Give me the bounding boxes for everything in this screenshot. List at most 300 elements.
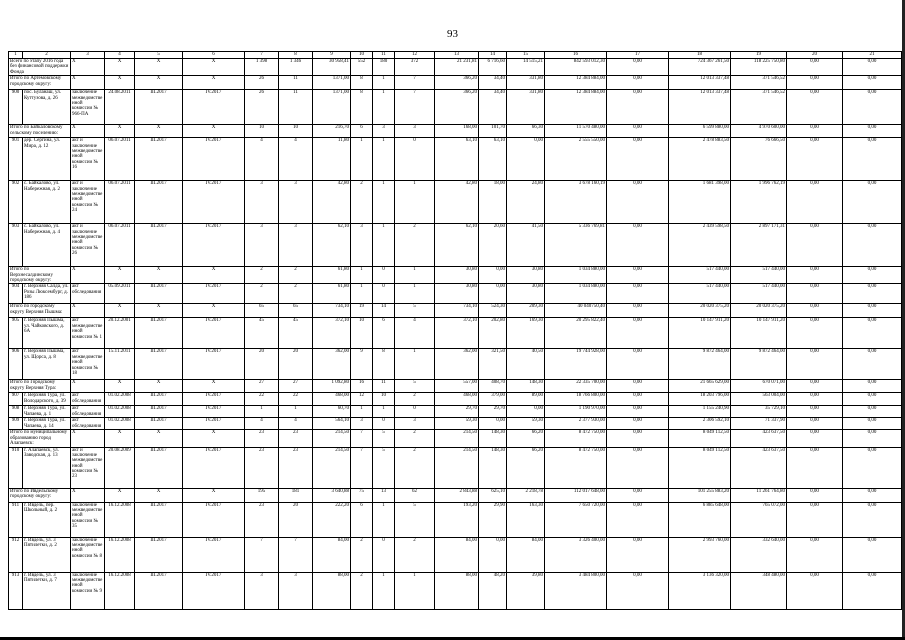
cell-col-19: 423 637,50 [731, 447, 787, 488]
cell-col-14: 408,70 [479, 380, 507, 393]
cell-col-21: 0,00 [843, 380, 902, 393]
cell-col-20: 0,00 [787, 430, 843, 447]
cell-col-7: 3 [245, 572, 279, 609]
subtotal-label: Итого по муниципальному образованию город Алапаевск: [9, 430, 71, 447]
cell-col-7: 45 [245, 318, 279, 349]
cell-col-18: 1 155 240,90 [669, 406, 731, 418]
cell-col-16: 12 384 884,00 [545, 76, 607, 90]
address-cell: пос. Буланаш, ул. Куттузова, д. 26 [23, 90, 71, 125]
cell-col-7: 20 [245, 349, 279, 380]
cell-col-3: X [71, 125, 105, 138]
cell-col-13: 59,30 [435, 418, 479, 430]
cell-col-12: 5 [395, 502, 435, 537]
cell-col-16: 2 377 930,00 [545, 418, 607, 430]
subtotal-row [9, 430, 902, 447]
cell-col-7: 4 [245, 418, 279, 430]
cell-col-4: X [105, 380, 135, 393]
row-number: 901 [9, 138, 23, 181]
cell-col-3: акт обследования [71, 393, 105, 406]
header-cell-1: 1 [9, 52, 23, 59]
cell-col-5: III.2017 [135, 138, 183, 181]
cell-col-21: 0,00 [843, 318, 902, 349]
cell-col-3: заключение межведомственной комиссии № 966-ПА [71, 90, 105, 125]
cell-col-6: X [183, 59, 245, 76]
cell-col-21: 0,00 [843, 76, 902, 90]
cell-col-11: 13 [373, 488, 395, 502]
cell-col-14: 148,30 [479, 447, 507, 488]
cell-col-12: 1 [395, 267, 435, 284]
cell-col-9: 1371,00 [313, 90, 351, 125]
row-number: 908 [9, 406, 23, 418]
cell-col-19: 348 480,00 [731, 572, 787, 609]
cell-col-3: акт межведомственной комиссии № 18 [71, 349, 105, 380]
cell-col-5: X [135, 267, 183, 284]
cell-col-9: 214,50 [313, 447, 351, 488]
cell-col-13: 21 231,81 [435, 59, 479, 76]
cell-col-18: 2 993 760,00 [669, 537, 731, 572]
cell-col-18: 10 147 911,20 [669, 318, 731, 349]
cell-col-7: 2 [245, 267, 279, 284]
cell-col-10: 7 [351, 430, 373, 447]
cell-col-7: 7 [245, 537, 279, 572]
cell-col-4: 16.12.2008 [105, 537, 135, 572]
subtotal-row [9, 304, 902, 318]
cell-col-15: 163,30 [507, 502, 545, 537]
header-cell-6: 6 [183, 52, 245, 59]
cell-col-4: 24.08.2011 [105, 90, 135, 125]
cell-col-8: 7 [279, 537, 313, 572]
table-row [9, 418, 902, 430]
cell-col-17: 0,00 [607, 537, 669, 572]
cell-col-21: 0,00 [843, 447, 902, 488]
cell-col-8: 4 [279, 418, 313, 430]
cell-col-17: 0,00 [607, 267, 669, 284]
cell-col-20: 0,00 [787, 380, 843, 393]
subtotal-label: Итого по Верхнесалдинскому городскому округу: [9, 267, 71, 284]
cell-col-3: акт и заключение межведомственной комиссии № 23 [71, 447, 105, 488]
cell-col-11: 1 [373, 76, 395, 90]
page-number: 93 [447, 28, 458, 40]
cell-col-12: 5 [395, 304, 435, 318]
cell-col-21: 0,00 [843, 90, 902, 125]
cell-col-4: 01.02.2008 [105, 393, 135, 406]
cell-col-7: 23 [245, 502, 279, 537]
cell-col-5: X [135, 380, 183, 393]
cell-col-13: 42,80 [435, 181, 479, 224]
cell-col-7: 4 [245, 138, 279, 181]
cell-col-14: 29,90 [479, 502, 507, 537]
cell-col-9: 42,80 [313, 181, 351, 224]
cell-col-4: 20.08.2009 [105, 447, 135, 488]
cell-col-17: 0,00 [607, 430, 669, 447]
cell-col-16: 22 335 700,00 [545, 380, 607, 393]
cell-col-18: 8 049 112,50 [669, 430, 731, 447]
cell-col-14: 321,50 [479, 349, 507, 380]
header-cell-9: 9 [313, 52, 351, 59]
cell-col-5: III.2017 [135, 318, 183, 349]
cell-col-16: 1 034 880,00 [545, 284, 607, 304]
cell-col-4: X [105, 430, 135, 447]
cell-col-10: 3 [351, 224, 373, 267]
cell-col-4: X [105, 76, 135, 90]
cell-col-13: 30,80 [435, 267, 479, 284]
cell-col-6: IV.2017 [183, 284, 245, 304]
cell-col-6: IV.2017 [183, 393, 245, 406]
cell-col-17: 0,00 [607, 59, 669, 76]
cell-col-7: 23 [245, 447, 279, 488]
cell-col-6: IV.2017 [183, 572, 245, 609]
cell-col-20: 0,00 [787, 349, 843, 380]
cell-col-13: 2 843,88 [435, 488, 479, 502]
cell-col-20: 0,00 [787, 76, 843, 90]
address-cell: г. Ивдель, ул. 3 Пятилетки, д. 2 [23, 537, 71, 572]
table-row [9, 224, 902, 267]
cell-col-9: 214,50 [313, 430, 351, 447]
cell-col-15: 39,80 [507, 572, 545, 609]
cell-col-10: 1 [351, 267, 373, 284]
cell-col-15: 24,80 [507, 181, 545, 224]
cell-col-9: 372,10 [313, 318, 351, 349]
table-row [9, 406, 902, 418]
cell-col-15: 30,80 [507, 267, 545, 284]
cell-col-7: 23 [245, 430, 279, 447]
cell-col-10: 1 [351, 284, 373, 304]
cell-col-8: 2 [279, 284, 313, 304]
header-cell-4: 4 [105, 52, 135, 59]
address-cell: г. Ивдель, ул. 3 Пятилетки, д. 7 [23, 572, 71, 609]
table-row [9, 284, 902, 304]
cell-col-14: 148,30 [479, 430, 507, 447]
header-cell-18: 18 [669, 52, 731, 59]
cell-col-12: 0 [395, 138, 435, 181]
cell-col-12: 2 [395, 447, 435, 488]
cell-col-17: 0,00 [607, 447, 669, 488]
cell-col-14: 34,40 [479, 90, 507, 125]
subtotal-label: Итого по Городскому округу Верхняя Тура: [9, 380, 71, 393]
cell-col-11: 0 [373, 537, 395, 572]
subtotal-row [9, 380, 902, 393]
table-row [9, 349, 902, 380]
cell-col-16: 842 593 012,30 [545, 59, 607, 76]
cell-col-18: 9 872 464,00 [669, 349, 731, 380]
cell-col-7: 195 [245, 488, 279, 502]
cell-col-9: 1 092,80 [313, 380, 351, 393]
table-row [9, 447, 902, 488]
subtotal-label: Итого по Ивдельскому городскому округу: [9, 488, 71, 502]
cell-col-21: 0,00 [843, 488, 902, 502]
cell-col-17: 0,00 [607, 284, 669, 304]
cell-col-9: 362,00 [313, 349, 351, 380]
cell-col-12: 2 [395, 224, 435, 267]
address-cell: с. Байкалово, ул. Набережная, д. 2 [23, 181, 71, 224]
cell-col-16: 20 295 822,40 [545, 318, 607, 349]
cell-col-11: 1 [373, 224, 395, 267]
cell-col-20: 0,00 [787, 284, 843, 304]
cell-col-10: 6 [351, 502, 373, 537]
cell-col-15: 0,00 [507, 138, 545, 181]
table-row [9, 572, 902, 609]
cell-col-11: 1 [373, 406, 395, 418]
cell-col-19: 371 546,52 [731, 90, 787, 125]
cell-col-20: 0,00 [787, 406, 843, 418]
cell-col-12: 62 [395, 488, 435, 502]
cell-col-5: X [135, 76, 183, 90]
cell-col-8: 11 [279, 76, 313, 90]
address-cell: г. Верхняя Тура, ул. Чапаева, д. 1 [23, 406, 71, 418]
register-table [8, 51, 902, 610]
cell-col-7: 1 398 [245, 59, 279, 76]
cell-col-9: 216,70 [313, 125, 351, 138]
cell-col-14: 34,40 [479, 76, 507, 90]
cell-col-6: IV.2017 [183, 224, 245, 267]
cell-col-8: 65 [279, 304, 313, 318]
cell-col-16: 3 326 400,00 [545, 537, 607, 572]
cell-col-9: 61,80 [313, 284, 351, 304]
cell-col-8: 3 [279, 572, 313, 609]
cell-col-21: 0,00 [843, 224, 902, 267]
cell-col-17: 0,00 [607, 502, 669, 537]
cell-col-3: заключение межведомственной комиссии № 35 [71, 502, 105, 537]
cell-col-5: III.2017 [135, 572, 183, 609]
cell-col-11: 10 [373, 393, 395, 406]
header-row [9, 52, 902, 59]
cell-col-20: 0,00 [787, 572, 843, 609]
cell-col-15: 148,30 [507, 380, 545, 393]
cell-col-21: 0,00 [843, 284, 902, 304]
cell-col-21: 0,00 [843, 59, 902, 76]
table-row [9, 138, 902, 181]
cell-col-15: 169,30 [507, 318, 545, 349]
cell-col-11: 0 [373, 418, 395, 430]
cell-col-13: 30,80 [435, 284, 479, 304]
cell-col-11: 1 [373, 90, 395, 125]
address-cell: г. Верхняя Салда, ул. Розы Люксембург, д. 186 [23, 284, 71, 304]
cell-col-19: 118 225 750,80 [731, 59, 787, 76]
cell-col-19: 35 729,10 [731, 406, 787, 418]
address-cell: г. Верхняя Тура, ул. Чапаева, д. 14 [23, 418, 71, 430]
cell-col-17: 0,00 [607, 488, 669, 502]
cell-col-16: 3 678 160,19 [545, 181, 607, 224]
cell-col-17: 0,00 [607, 76, 669, 90]
cell-col-18: 517 440,00 [669, 284, 731, 304]
cell-col-17: 0,00 [607, 349, 669, 380]
address-cell: дер. Сергина, ул. Мира, д. 12 [23, 138, 71, 181]
cell-col-6: IV.2017 [183, 318, 245, 349]
cell-col-16: 7 650 720,00 [545, 502, 607, 537]
cell-col-18: 21 665 629,00 [669, 380, 731, 393]
cell-col-8: 1 346 [279, 59, 313, 76]
cell-col-15: 59,30 [507, 418, 545, 430]
cell-col-6: X [183, 267, 245, 284]
address-cell: г. Верхняя Пышма, ул. Чайковского, д. 6А [23, 318, 71, 349]
cell-col-13: 193,20 [435, 502, 479, 537]
cell-col-16: 112 017 648,00 [545, 488, 607, 502]
cell-col-12: 2 [395, 537, 435, 572]
cell-col-11: 1 [373, 181, 395, 224]
cell-col-6: IV.2017 [183, 502, 245, 537]
cell-col-16: 12 384 884,00 [545, 90, 607, 125]
cell-col-12: 7 [395, 76, 435, 90]
cell-col-18: 2 306 592,10 [669, 418, 731, 430]
header-cell-14: 14 [479, 52, 507, 59]
cell-col-13: 62,10 [435, 224, 479, 267]
cell-col-13: 214,50 [435, 447, 479, 488]
cell-col-13: 63,10 [435, 138, 479, 181]
cell-col-13: 468,00 [435, 393, 479, 406]
cell-col-7: 22 [245, 393, 279, 406]
cell-col-3: X [71, 76, 105, 90]
cell-col-21: 0,00 [843, 502, 902, 537]
cell-col-5: X [135, 304, 183, 318]
cell-col-14: 101,70 [479, 125, 507, 138]
header-cell-12: 12 [395, 52, 435, 59]
header-cell-16: 16 [545, 52, 607, 59]
header-cell-11: 11 [373, 52, 395, 59]
cell-col-16: 8 472 750,00 [545, 447, 607, 488]
cell-col-12: 7 [395, 90, 435, 125]
cell-col-5: X [135, 125, 183, 138]
cell-col-10: 9 [351, 349, 373, 380]
cell-col-11: 5 [373, 447, 395, 488]
cell-col-9: 61,80 [313, 267, 351, 284]
cell-col-20: 0,00 [787, 502, 843, 537]
cell-col-14: 20,60 [479, 224, 507, 267]
subtotal-row [9, 488, 902, 502]
header-cell-10: 10 [351, 52, 373, 59]
cell-col-7: 2 [245, 284, 279, 304]
cell-col-5: III.2017 [135, 537, 183, 572]
cell-col-3: X [71, 430, 105, 447]
cell-col-21: 0,00 [843, 181, 902, 224]
cell-col-8: 4 [279, 138, 313, 181]
subtotal-row [9, 267, 902, 284]
cell-col-21: 0,00 [843, 304, 902, 318]
address-cell: г. Алапаевск, ул. Заводская, д. 13 [23, 447, 71, 488]
cell-col-4: X [105, 488, 135, 502]
cell-col-4: 15.11.2011 [105, 349, 135, 380]
cell-col-12: 2 [395, 393, 435, 406]
cell-col-8: 20 [279, 349, 313, 380]
table-row [9, 181, 902, 224]
cell-col-18: 2 478 883,50 [669, 138, 731, 181]
cell-col-13: 366,20 [435, 76, 479, 90]
cell-col-12: 5 [395, 380, 435, 393]
cell-col-12: 3 [395, 418, 435, 430]
cell-col-18: 18 203 796,00 [669, 393, 731, 406]
cell-col-10: 2 [351, 572, 373, 609]
cell-col-9: 11,80 [313, 138, 351, 181]
cell-col-18: 12 013 337,48 [669, 76, 731, 90]
cell-col-18: 12 013 337,48 [669, 90, 731, 125]
cell-col-4: X [105, 59, 135, 76]
cell-col-5: III.2017 [135, 393, 183, 406]
row-number: 900 [9, 90, 23, 125]
cell-col-16: 5 336 769,81 [545, 224, 607, 267]
cell-col-5: III.2017 [135, 502, 183, 537]
cell-col-6: X [183, 76, 245, 90]
cell-col-4: 20.12.2001 [105, 318, 135, 349]
cell-col-13: 734,10 [435, 304, 479, 318]
header-cell-5: 5 [135, 52, 183, 59]
cell-col-15: 30,80 [507, 284, 545, 304]
cell-col-21: 0,00 [843, 537, 902, 572]
cell-col-15: 14 515,21 [507, 59, 545, 76]
cell-col-4: 01.02.2008 [105, 406, 135, 418]
cell-col-19: 332 640,00 [731, 537, 787, 572]
cell-col-5: X [135, 59, 183, 76]
cell-col-15: 40,50 [507, 349, 545, 380]
cell-col-3: акт межведомственной комиссии № 1 [71, 318, 105, 349]
cell-col-4: 01.02.2008 [105, 418, 135, 430]
cell-col-16: 40 040750,40 [545, 304, 607, 318]
cell-col-18: 1 681 398,00 [669, 181, 731, 224]
row-number: 907 [9, 393, 23, 406]
cell-col-5: X [135, 430, 183, 447]
cell-col-5: III.2017 [135, 349, 183, 380]
cell-col-8: 20 [279, 502, 313, 537]
cell-col-6: IV.2017 [183, 138, 245, 181]
cell-col-20: 0,00 [787, 488, 843, 502]
cell-col-8: 1 [279, 406, 313, 418]
cell-col-10: 2 [351, 537, 373, 572]
cell-col-21: 0,00 [843, 393, 902, 406]
cell-col-20: 0,00 [787, 125, 843, 138]
cell-col-14: 379,00 [479, 393, 507, 406]
subtotal-row [9, 76, 902, 90]
cell-col-3: акт обследования [71, 406, 105, 418]
cell-col-11: 1 [373, 502, 395, 537]
cell-col-3: X [71, 304, 105, 318]
cell-col-6: X [183, 488, 245, 502]
cell-col-5: III.2017 [135, 90, 183, 125]
cell-col-13: 214,50 [435, 430, 479, 447]
subtotal-row [9, 59, 902, 76]
row-number: 905 [9, 318, 23, 349]
cell-col-10: 6 [351, 125, 373, 138]
cell-col-11: 0 [373, 284, 395, 304]
cell-col-15: 331,80 [507, 76, 545, 90]
cell-col-11: 3 [373, 125, 395, 138]
cell-col-12: 1 [395, 181, 435, 224]
cell-col-17: 0,00 [607, 181, 669, 224]
cell-col-4: 06.07.2011 [105, 181, 135, 224]
row-number: 910 [9, 447, 23, 488]
table-row [9, 90, 902, 125]
cell-col-12: 1 [395, 349, 435, 380]
subtotal-label: Итого по Байкаловскому сельскому поселению: [9, 125, 71, 138]
cell-col-11: 1 [373, 572, 395, 609]
cell-col-4: X [105, 267, 135, 284]
cell-col-17: 0,00 [607, 224, 669, 267]
cell-col-10: 8 [351, 90, 373, 125]
cell-col-21: 0,00 [843, 138, 902, 181]
cell-col-15: 84,00 [507, 537, 545, 572]
cell-col-7: 27 [245, 380, 279, 393]
cell-col-10: 75 [351, 488, 373, 502]
cell-col-7: 1 [245, 406, 279, 418]
cell-col-15: 0,00 [507, 406, 545, 418]
cell-col-7: 26 [245, 90, 279, 125]
cell-col-15: 89,00 [507, 393, 545, 406]
cell-col-17: 0,00 [607, 90, 669, 125]
cell-col-17: 0,00 [607, 304, 669, 318]
cell-col-3: акт и заключение межведомственной комиссии № 24 [71, 181, 105, 224]
cell-col-15: 41,50 [507, 224, 545, 267]
cell-col-11: 1 [373, 138, 395, 181]
cell-col-16: 18 766 800,00 [545, 393, 607, 406]
cell-col-9: 468,00 [313, 393, 351, 406]
cell-col-11: 8 [373, 349, 395, 380]
